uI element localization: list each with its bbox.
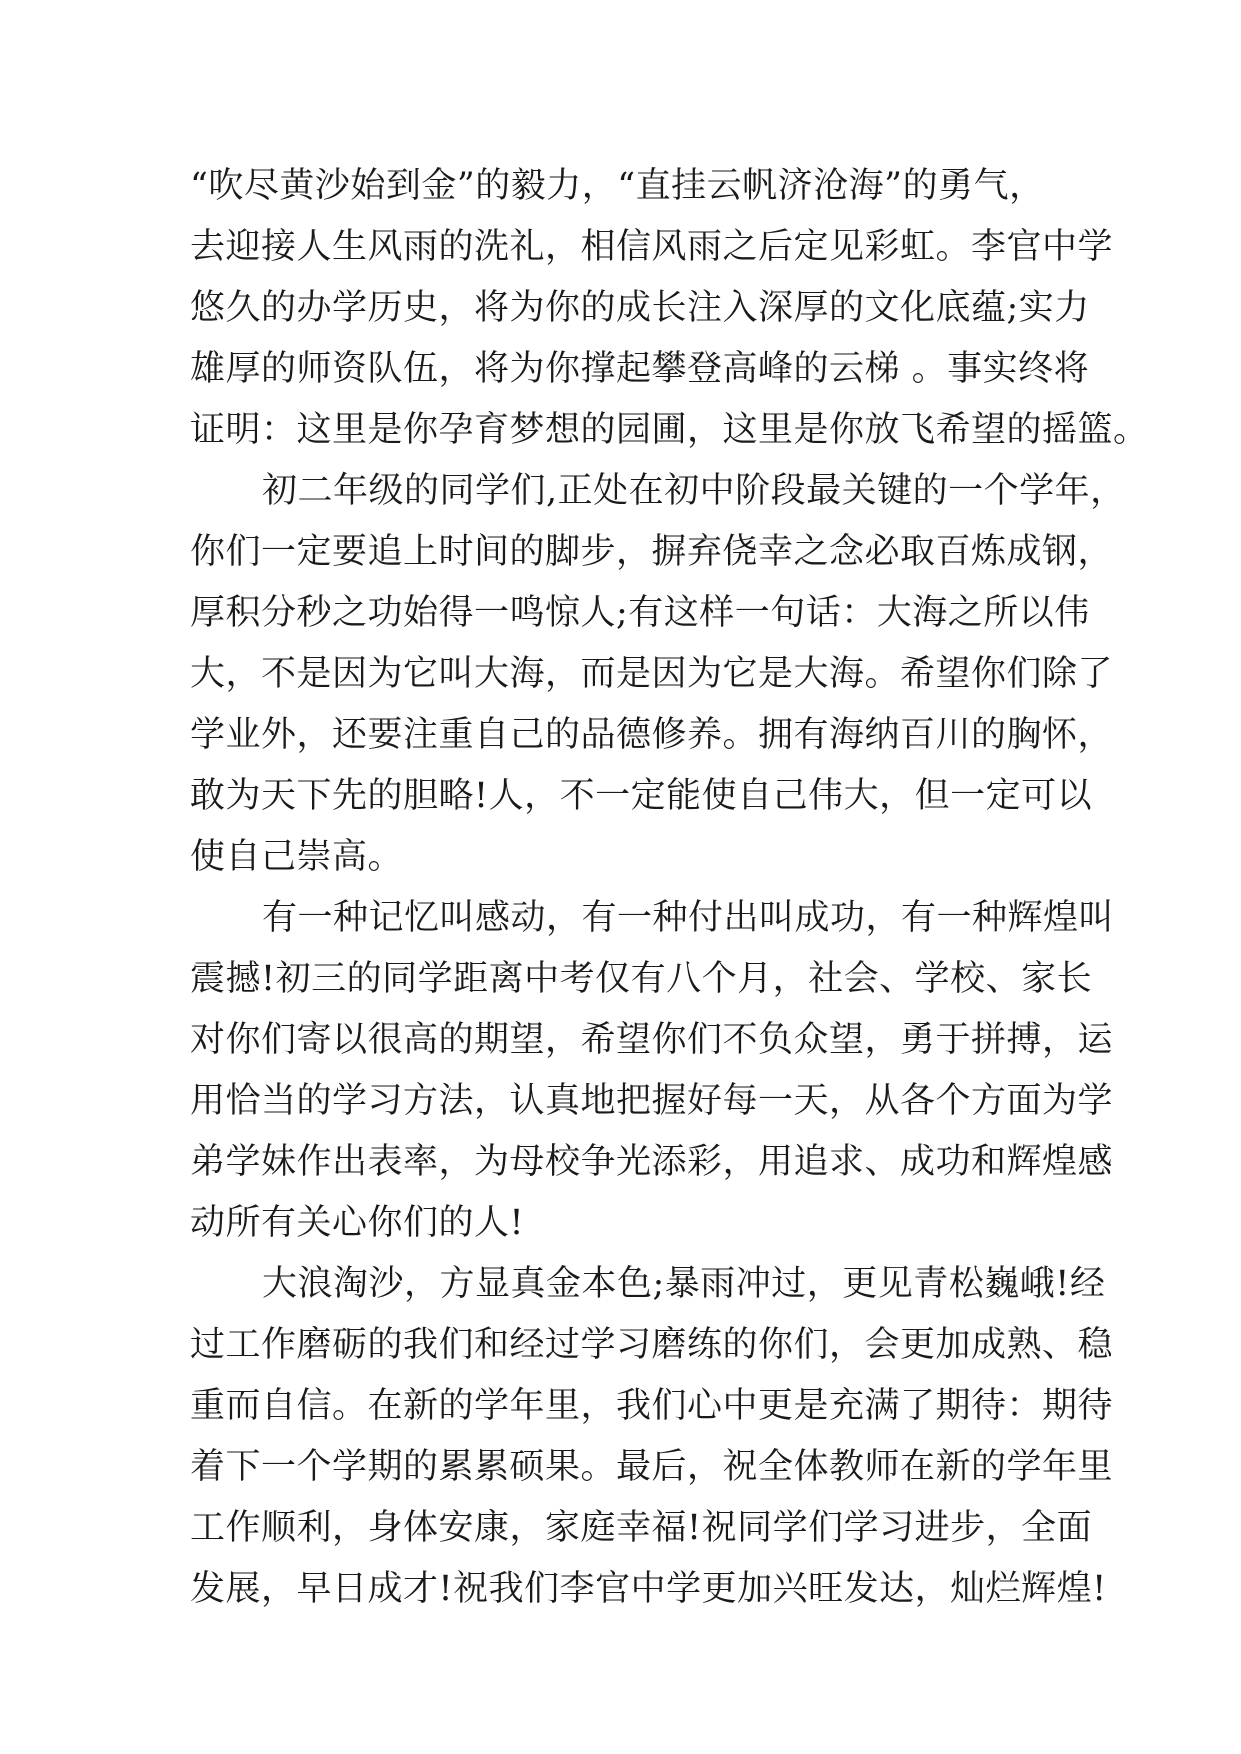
text-line: 着下一个学期的累累硕果。最后，祝全体教师在新的学年里 bbox=[190, 1447, 1114, 1487]
paragraph-first-line: 大浪淘沙，方显真金本色;暴雨冲过，更见青松巍峨!经 bbox=[262, 1264, 1106, 1304]
text-line: 工作顺利，身体安康，家庭幸福!祝同学们学习进步，全面 bbox=[190, 1508, 1093, 1548]
text-line: 去迎接人生风雨的洗礼，相信风雨之后定见彩虹。李官中学 bbox=[190, 227, 1114, 267]
text-line: 使自己崇高。 bbox=[190, 837, 404, 877]
text-line: 敢为天下先的胆略!人，不一定能使自己伟大，但一定可以 bbox=[190, 776, 1093, 816]
text-line: 弟学妹作出表率，为母校争光添彩，用追求、成功和辉煌感 bbox=[190, 1142, 1114, 1182]
text-line: 证明：这里是你孕育梦想的园圃，这里是你放飞希望的摇篮。 bbox=[190, 410, 1149, 450]
text-line: 震撼!初三的同学距离中考仅有八个月，社会、学校、家长 bbox=[190, 959, 1093, 999]
text-line: “吹尽黄沙始到金”的毅力，“直挂云帆济沧海”的勇气， bbox=[190, 166, 1045, 206]
text-line: 雄厚的师资队伍，将为你撑起攀登高峰的云梯 。事实终将 bbox=[190, 349, 1090, 389]
text-line: 动所有关心你们的人! bbox=[190, 1203, 525, 1243]
text-line: 过工作磨砺的我们和经过学习磨练的你们，会更加成熟、稳 bbox=[190, 1325, 1114, 1365]
text-line: 学业外，还要注重自己的品德修养。拥有海纳百川的胸怀， bbox=[190, 715, 1114, 755]
paragraph-first-line: 有一种记忆叫感动，有一种付出叫成功，有一种辉煌叫 bbox=[262, 898, 1115, 938]
text-line: 重而自信。在新的学年里，我们心中更是充满了期待：期待 bbox=[190, 1386, 1114, 1426]
paragraph-first-line: 初二年级的同学们,正处在初中阶段最关键的一个学年， bbox=[262, 471, 1126, 511]
text-line: 对你们寄以很高的期望，希望你们不负众望，勇于拼搏，运 bbox=[190, 1020, 1114, 1060]
text-line: 悠久的办学历史，将为你的成长注入深厚的文化底蕴;实力 bbox=[190, 288, 1090, 328]
text-line: 你们一定要追上时间的脚步，摒弃侥幸之念必取百炼成钢， bbox=[190, 532, 1114, 572]
document-body bbox=[190, 156, 1149, 1620]
text-line: 大，不是因为它叫大海，而是因为它是大海。希望你们除了 bbox=[190, 654, 1114, 694]
text-line: 用恰当的学习方法，认真地把握好每一天，从各个方面为学 bbox=[190, 1081, 1114, 1121]
text-line: 厚积分秒之功始得一鸣惊人;有这样一句话：大海之所以伟 bbox=[190, 593, 1090, 633]
text-line: 发展，早日成才!祝我们李官中学更加兴旺发达，灿烂辉煌! bbox=[190, 1569, 1107, 1609]
